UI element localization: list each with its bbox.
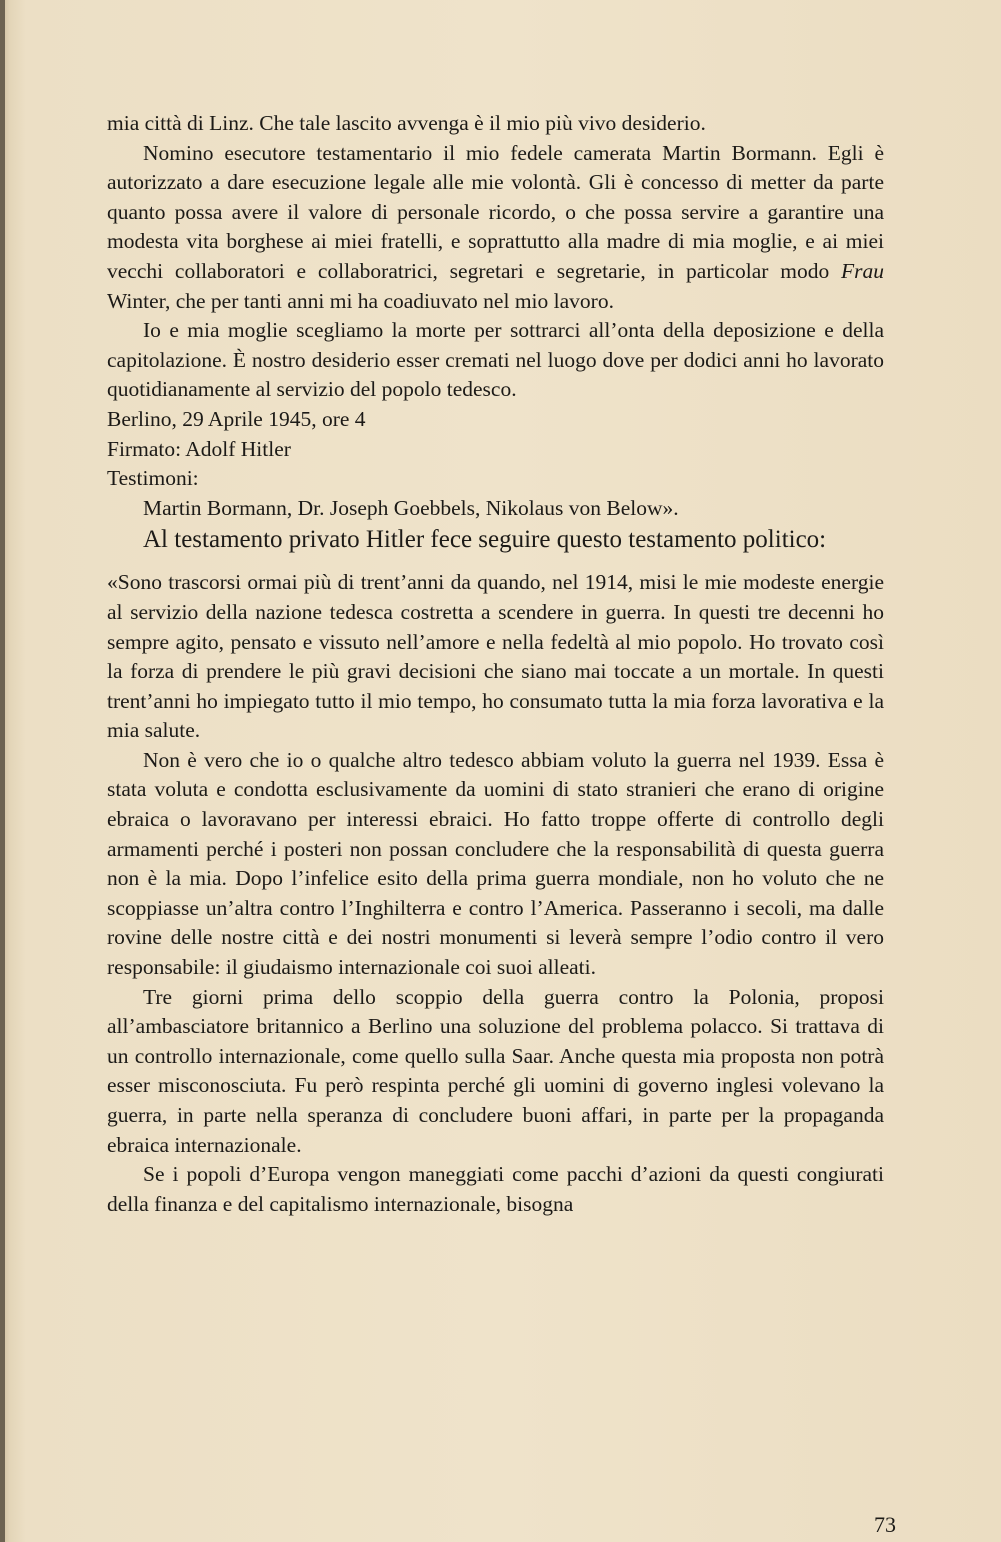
executor-text: Nomino esecutore testamentario il mio fedele camerata Martin Bormann. Egli è autorizzato a dare esecuzione legale alle mie volontà. Gli è concesso di metter da parte quanto possa avere il valore di personale ricordo, o che possa servire a garantire una modesta vita borghese ai miei fratelli, e soprattutto alla madre di mia moglie, e ai miei vecchi collaboratori e collaboratrici, segretari e segretarie, in particolar modo <box>107 140 884 283</box>
testament-paragraph: Se i popoli d’Europa vengon maneggiati come pacchi d’azioni da questi congiurati della finanza e del capitalismo internazionale, bisogna <box>107 1162 884 1216</box>
page-number: 73 <box>874 1512 896 1537</box>
witness-names: Martin Bormann, Dr. Joseph Goebbels, Nikolaus von Below». <box>143 495 679 520</box>
frau-word: Frau <box>841 258 885 283</box>
paragraph-continuation: mia città di Linz. Che tale lascito avvenga è il mio più vivo desiderio. <box>107 111 706 135</box>
testament-paragraph: «Sono trascorsi ormai più di trent’anni da quando, nel 1914, misi le mie modeste energie al servizio della nazione tedesca costretta a scendere in guerra. In questi tre decenni ho sempre agito, pensato e vissuto nell’amore e nella fedeltà al mio popolo. Ho trovato così la forza di prendere le più gravi decisioni che siano mai toccate a un mortale. In questi trent’anni ho impiegato tutto il mio tempo, ho consumato tutta la mia forza lavorativa e la mia salute. <box>107 570 884 743</box>
place-date: Berlino, 29 Aprile 1945, ore 4 <box>107 406 366 431</box>
binding-gutter <box>0 0 5 1542</box>
paragraph-executor <box>107 139 884 317</box>
executor-text-end: Winter, che per tanti anni mi ha coadiuvato nel mio lavoro. <box>107 288 614 313</box>
signature: Firmato: Adolf Hitler <box>107 436 291 461</box>
text-block <box>107 109 884 1219</box>
political-testament <box>107 568 884 1219</box>
testament-paragraph: Non è vero che io o qualche altro tedesco abbiam voluto la guerra nel 1939. Essa è stata voluta e condotta esclusivamente da uomini di stato stranieri che erano di origine ebraica o lavoravano per interessi ebraici. Ho fatto troppe offerte di controllo degli armamenti perché i posteri non possan concludere che la responsabilità di questa guerra non è la mia. Dopo l’infelice esito della prima guerra mondiale, non ho voluto che ne scoppiasse un’altra contro l’Inghilterra e contro l’America. Passeranno i secoli, ma dalle rovine delle nostre città e dei nostri monumenti si leverà sempre l’odio contro il vero responsabile: il giudaismo internazionale coi suoi alleati. <box>107 747 884 980</box>
testament-paragraph: Tre giorni prima dello scoppio della guerra contro la Polonia, proposi all’ambasciatore britannico a Berlino una soluzione del problema polacco. Si trattava di un controllo internazionale, come quello sulla Saar. Anche questa mia proposta non potrà esser misconosciuta. Fu però respinta perché gli uomini di governo inglesi volevano la guerra, in parte nella speranza di concludere buoni affari, in parte per la propaganda ebraica internazionale. <box>107 984 884 1157</box>
intro-heading: Al testamento privato Hitler fece seguire questo testamento politico: <box>143 526 827 554</box>
paragraph-death: Io e mia moglie scegliamo la morte per sottrarci all’onta della deposizione e della capitolazione. È nostro desiderio esser cremati nel luogo dove per dodici anni ho lavorato quotidianamente al servizio del popolo tedesco. <box>107 318 884 402</box>
witness-label: Testimoni: <box>107 466 199 491</box>
